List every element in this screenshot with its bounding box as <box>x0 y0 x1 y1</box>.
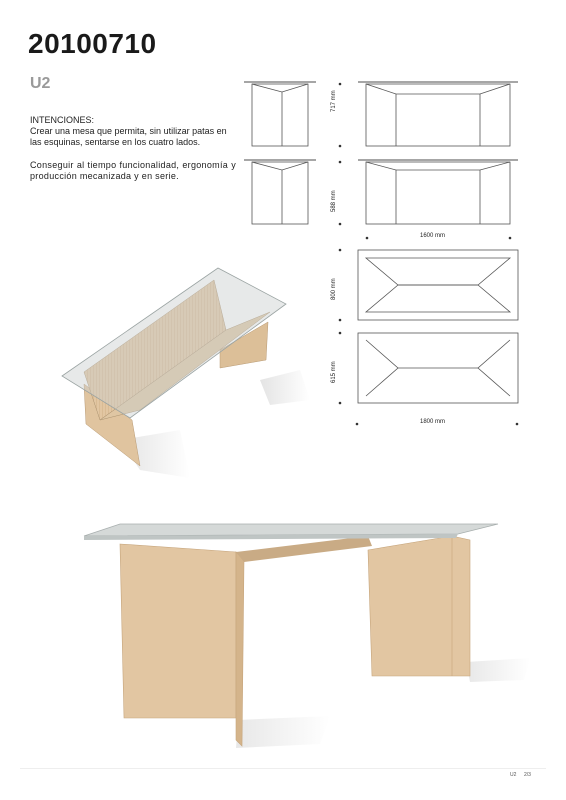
elevation-front-1 <box>358 82 518 146</box>
footer-divider <box>20 768 546 769</box>
dimension-dots-2 <box>339 161 512 240</box>
perspective-render-small <box>62 268 310 478</box>
dimension-length-2: 1800 mm <box>420 419 446 425</box>
plan-view-2 <box>358 333 518 403</box>
plan-view-1 <box>358 250 518 320</box>
dimension-dots-1 <box>339 83 342 148</box>
elevation-front-2 <box>358 160 518 224</box>
intentions-paragraph-2: Conseguir al tiempo funcionalidad, ergonomía y producción mecanizada y en serie. <box>30 160 236 181</box>
dimension-length-1: 1600 mm <box>420 233 446 239</box>
dimension-dots-4 <box>339 332 519 426</box>
dimension-height-1: 717 mm <box>331 90 337 112</box>
page-subtitle: U2 <box>30 75 51 92</box>
elevation-side-1 <box>244 82 316 146</box>
dimension-height-2: 588 mm <box>331 190 337 212</box>
footer-page-number: 2/3 <box>524 772 531 778</box>
dimension-dots-3 <box>339 249 342 322</box>
page-title: 20100710 <box>28 28 157 59</box>
intentions-paragraph-1: Crear una mesa que permita, sin utilizar patas en las esquinas, sentarse en los cuatro lados. <box>30 126 227 147</box>
elevation-side-2 <box>244 160 316 224</box>
intentions-heading: INTENCIONES: <box>30 115 95 125</box>
footer-code: U2 <box>510 772 517 778</box>
perspective-render-large <box>84 524 530 748</box>
dimension-depth-2: 615 mm <box>331 361 337 383</box>
dimension-depth-1: 800 mm <box>331 278 337 300</box>
